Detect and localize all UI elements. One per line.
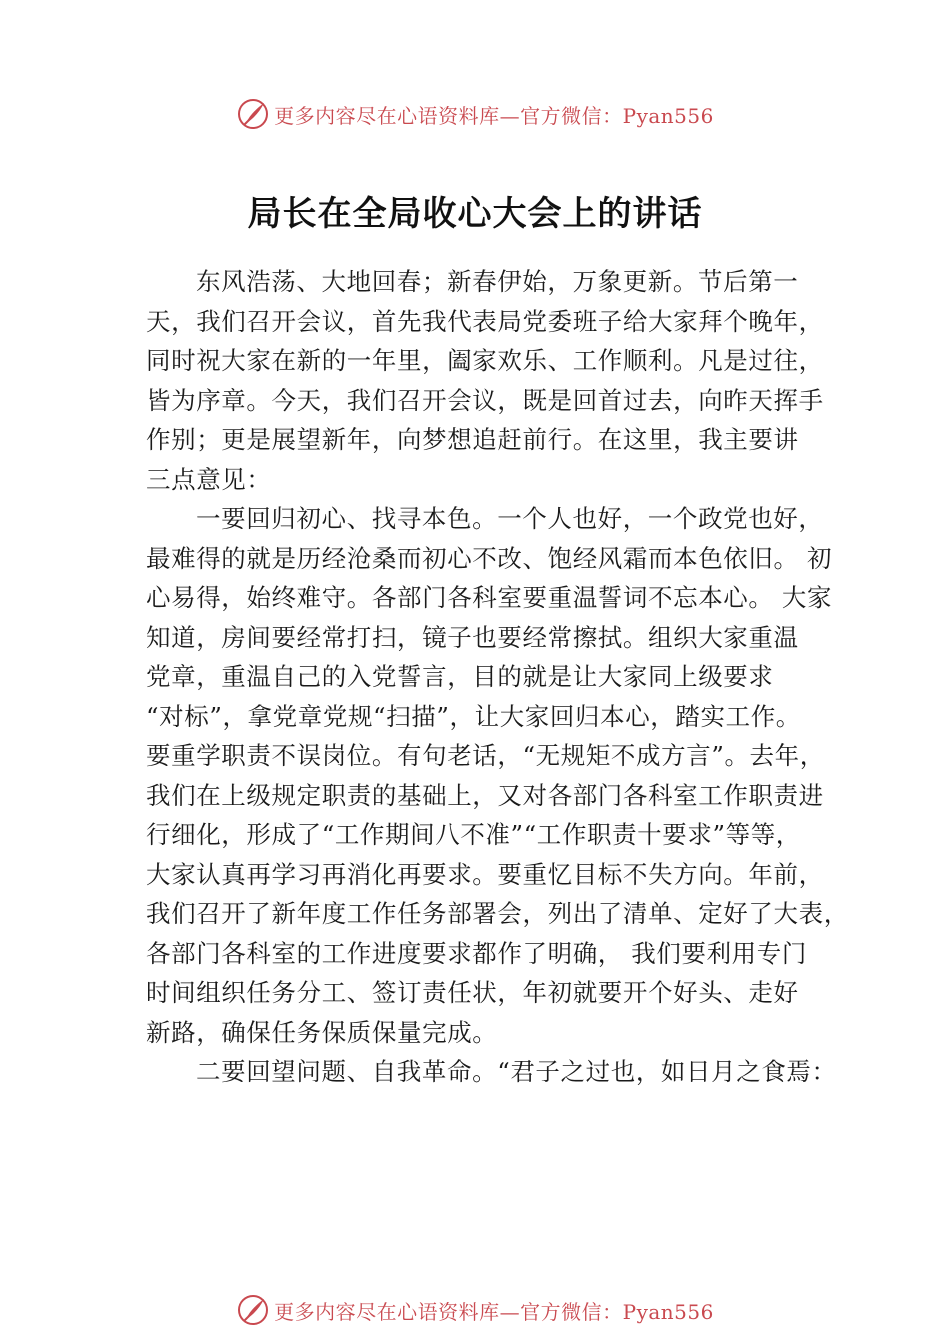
text-line: “对标”，拿党章党规“扫描”，让大家回归本心，踏实工作。 xyxy=(146,701,801,731)
text-line: 行细化，形成了“工作期间八不准”“工作职责十要求”等等， xyxy=(146,820,801,849)
header-banner xyxy=(0,94,950,134)
text-line: 要重学职责不误岗位。有句老话，“无规矩不成方言”。去年， xyxy=(146,741,825,770)
text-line: 同时祝大家在新的一年里，阖家欢乐、工作顺利。凡是过往， xyxy=(146,346,824,375)
text-line: 我们召开了新年度工作任务部署会，列出了清单、定好了大表， xyxy=(146,899,849,928)
quill-logo-icon xyxy=(236,1293,270,1327)
text-line: 最难得的就是历经沧桑而初心不改、饱经风霜而本色依旧。 初 xyxy=(146,543,833,573)
text-line: 天，我们召开会议，首先我代表局党委班子给大家拜个晚年， xyxy=(146,306,824,336)
banner-text: 更多内容尽在心语资料库—官方微信：Pyan556 xyxy=(274,1299,714,1324)
text-line: 三点意见： xyxy=(146,464,272,494)
speech-body xyxy=(146,262,849,1092)
page-title: 局长在全局收心大会上的讲话 xyxy=(247,194,703,234)
text-line: 二要回望问题、自我革命。“君子之过也，如日月之食焉： xyxy=(196,1057,837,1086)
text-line: 心易得，始终难守。各部门各科室要重温誓词不忘本心。 大家 xyxy=(146,583,833,612)
text-line: 我们在上级规定职责的基础上，又对各部门各科室工作职责进 xyxy=(146,780,824,810)
text-line: 大家认真再学习再消化再要求。要重忆目标不失方向。年前， xyxy=(146,859,824,889)
text-line: 各部门各科室的工作进度要求都作了明确， 我们要利用专门 xyxy=(146,938,807,968)
text-line: 作别；更是展望新年，向梦想追赶前行。在这里，我主要讲 xyxy=(146,425,799,454)
text-line: 皆为序章。今天，我们召开会议，既是回首过去，向昨天挥手 xyxy=(146,385,824,415)
banner-text: 更多内容尽在心语资料库—官方微信：Pyan556 xyxy=(274,103,714,128)
text-line: 党章，重温自己的入党誓言，目的就是让大家同上级要求 xyxy=(146,662,774,691)
text-line: 一要回归初心、找寻本色。一个人也好，一个政党也好， xyxy=(196,504,824,533)
text-line: 新路，确保任务保质保量完成。 xyxy=(146,1017,498,1047)
text-line: 知道，房间要经常打扫，镜子也要经常擦拭。组织大家重温 xyxy=(146,622,799,652)
text-line: 时间组织任务分工、签订责任状，年初就要开个好头、走好 xyxy=(146,978,799,1007)
text-line: 东风浩荡、大地回春；新春伊始，万象更新。节后第一 xyxy=(196,267,799,296)
quill-logo-icon xyxy=(236,97,270,131)
footer-banner xyxy=(0,1290,950,1330)
